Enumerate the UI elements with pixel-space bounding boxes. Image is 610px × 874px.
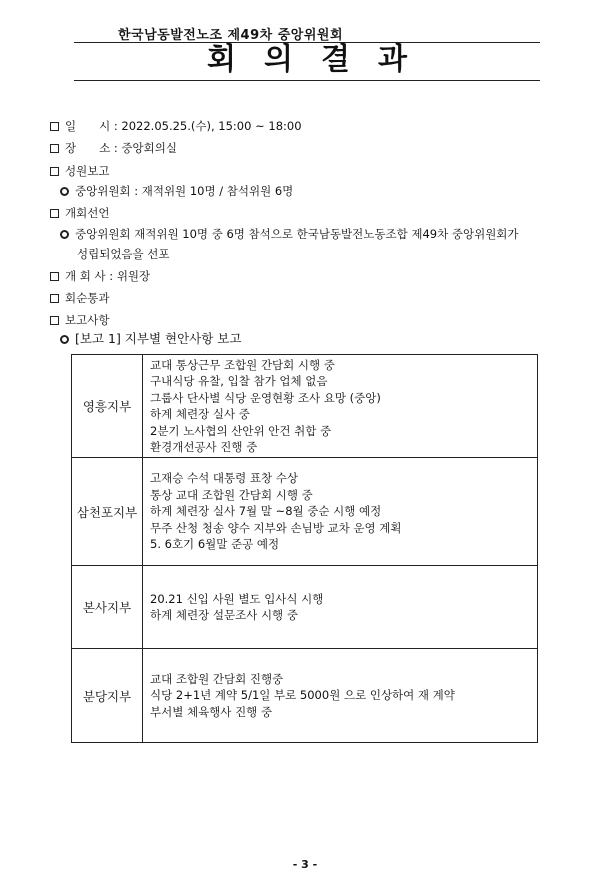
list-item: 20.21 신입 사원 별도 입사식 시행 [150, 591, 324, 606]
list-item: 하계 체련장 설문조사 시행 중 [150, 608, 298, 622]
date-text: 일 시 : 2022.05.25.(수), 15:00 ~ 18:00 [65, 119, 302, 133]
list-item: 무주 산청 청송 양수 지부와 손님방 교차 운영 계획 [150, 520, 402, 535]
checkbox-square-icon [50, 272, 59, 281]
list-item: 구내식당 유찰, 입찰 참가 업체 없음 [150, 374, 328, 388]
list-item: 하계 체련장 실사 중 [150, 407, 250, 421]
report-text: 보고사항 [65, 313, 110, 327]
document-title: 회의결과 [207, 42, 435, 77]
quorum-text: 성원보고 [65, 164, 110, 178]
checkbox-square-icon [50, 167, 59, 176]
circulation-text: 회순통과 [65, 291, 110, 305]
branch-items [143, 458, 538, 566]
list-item: 하계 체련장 실사 7월 말 ~8월 중순 시행 예정 [150, 504, 382, 519]
list-item: 부서별 체육행사 진행 중 [150, 704, 273, 719]
opening-line [50, 206, 109, 220]
branch-name: 본사지부 [72, 566, 143, 649]
bullet-circle-icon [60, 187, 69, 196]
date-line [50, 119, 302, 133]
report-item-line [60, 332, 241, 346]
quorum-detail-line [60, 184, 293, 198]
list-item: 교대 조합원 간담회 진행중 [150, 671, 284, 686]
report-line [50, 313, 109, 327]
branch-items [143, 355, 538, 458]
opening-detail-line [60, 227, 519, 241]
opening-detail-text-1: 중앙위원회 재적위원 10명 중 6명 참석으로 한국남동발전노동조합 제49차 중앙위원회가 [75, 227, 519, 241]
list-item: 교대 통상근무 조합원 간담회 시행 중 [150, 357, 335, 372]
opening-detail-text-2: 성립되었음을 선포 [77, 247, 170, 261]
checkbox-square-icon [50, 209, 59, 218]
quorum-line [50, 164, 109, 178]
page-number: - 3 - [292, 858, 318, 871]
table-row [72, 355, 538, 458]
quorum-detail-text: 중앙위원회 : 재적위원 10명 / 참석위원 6명 [75, 184, 294, 198]
title-bottom-rule [74, 80, 540, 81]
branch-name: 삼천포지부 [72, 458, 143, 566]
bullet-circle-icon [60, 335, 69, 344]
branch-name: 분당지부 [72, 649, 143, 743]
list-item: 환경개선공사 진행 중 [150, 440, 258, 454]
table-row [72, 649, 538, 743]
list-item: 그룹사 단사별 식당 운영현황 조사 요망 (중앙) [150, 390, 381, 405]
checkbox-square-icon [50, 122, 59, 131]
checkbox-square-icon [50, 294, 59, 303]
place-line [50, 141, 177, 155]
list-item: 5. 6호기 6월말 준공 예정 [150, 537, 280, 552]
checkbox-square-icon [50, 316, 59, 325]
list-item: 통상 교대 조합원 간담회 시행 중 [150, 487, 313, 502]
opening-text: 개회선언 [65, 206, 110, 220]
branch-name: 영흥지부 [72, 355, 143, 458]
speech-text: 개 회 사 : 위원장 [65, 269, 151, 283]
checkbox-square-icon [50, 144, 59, 153]
table-row [72, 566, 538, 649]
branch-items [143, 649, 538, 743]
circulation-line [50, 291, 109, 305]
place-text: 장 소 : 중앙회의실 [65, 141, 177, 155]
list-item: 식당 2+1년 계약 5/1일 부로 5000원 으로 인상하여 재 계약 [150, 688, 455, 703]
report-item-text: [보고 1] 지부별 현안사항 보고 [75, 331, 242, 346]
opening-detail-line-2 [77, 247, 170, 261]
branch-items [143, 566, 538, 649]
list-item: 고재승 수석 대통령 표창 수상 [150, 471, 298, 486]
table-row [72, 458, 538, 566]
bullet-circle-icon [60, 230, 69, 239]
list-item: 2분기 노사협의 산안위 안건 취합 중 [150, 423, 332, 438]
branch-report-table [71, 354, 538, 743]
speech-line [50, 269, 150, 283]
organization-title: 한국남동발전노조 제49차 중앙위원회 [118, 28, 344, 43]
